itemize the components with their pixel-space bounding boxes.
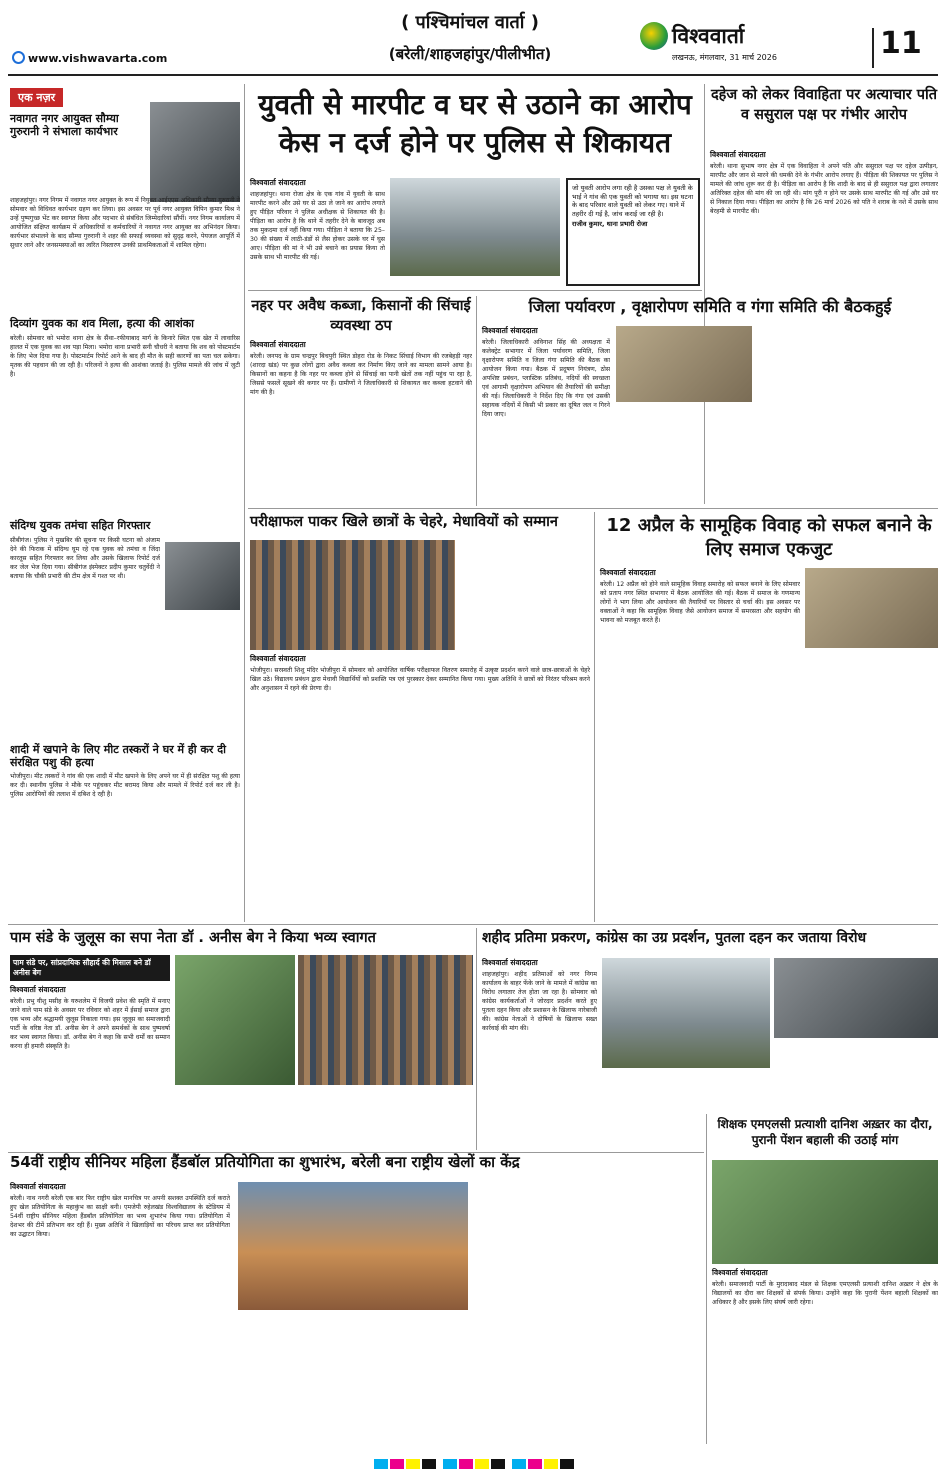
ek-nazar-tag: एक नज़र xyxy=(10,88,63,107)
canal-headline: नहर पर अवैध कब्जा, किसानों की सिंचाई व्यवस्था ठप xyxy=(251,298,471,335)
lead-photo xyxy=(390,178,560,276)
danish-byline: विश्ववार्ता संवाददाता xyxy=(712,1268,768,1277)
page-number-divider xyxy=(872,28,874,68)
pam-rule xyxy=(476,928,477,1150)
pam-byline: विश्ववार्ता संवाददाता xyxy=(10,985,66,994)
dowry-headline: दहेज को लेकर विवाहिता पर अत्याचार पति व ससुराल पक्ष पर गंभीर आरोप xyxy=(710,87,938,123)
shaheed-byline: विश्ववार्ता संवाददाता xyxy=(482,958,538,967)
pam-body-bottom xyxy=(175,1090,473,1150)
masthead-rule xyxy=(8,74,938,76)
dowry-article xyxy=(710,150,938,302)
brief-2-headline: संदिग्ध युवक तमंचा सहित गिरफ्तार xyxy=(10,519,151,532)
arrest-photo xyxy=(165,542,240,610)
marriage-article xyxy=(600,568,938,720)
mid-rule-1 xyxy=(248,508,938,509)
pam-kicker-box xyxy=(10,955,170,981)
env-body-right xyxy=(758,326,938,496)
danish-photo xyxy=(712,1160,938,1264)
marriage-body: बरेली। 12 अप्रैल को होने वाले सामूहिक विवाह समारोह को सफल बनाने के लिए सोमवार को प्रताप नगर स्थित सभागार में बैठक आयोजित की गई। बैठक में समाज के गणमान्य लोगों ने भाग लिया और आयोजन की तैयारियों पर विस्तार से चर्चा की। इस अवसर पर वक्ताओं ने कहा कि सामूहिक विवाह जैसे आयोजन समाज में समरसता और सहयोग की भावना को मजबूत करते हैं। xyxy=(600,581,800,624)
marriage-byline: विश्ववार्ता संवाददाता xyxy=(600,568,656,577)
masthead xyxy=(0,0,945,72)
exam-byline: विश्ववार्ता संवाददाता xyxy=(250,654,306,663)
brief-3 xyxy=(10,744,240,922)
pam-kicker: पाम संडे पर, सांप्रदायिक सौहार्द की मिसाल बने डॉ अनीस बेग xyxy=(13,958,151,977)
danish-headline: शिक्षक एमएलसी प्रत्याशी दानिश अख़्तर का दौरा, पुरानी पेंशन बहाली की उठाई मांग xyxy=(717,1117,933,1148)
canal-rule xyxy=(476,296,477,506)
handball-headline: 54वीं राष्ट्रीय सीनियर महिला हैंडबॉल प्रतियोगिता का शुभारंभ, बरेली बना राष्ट्रीय खेलों का केंद्र xyxy=(10,1153,520,1171)
dowry-body: बरेली। थाना सुभाष नगर क्षेत्र में एक विवाहिता ने अपने पति और ससुराल पक्ष पर दहेज उत्पीड़न, मारपीट और जान से मारने की धमकी देने के गंभीर आरोप लगाए हैं। पीड़िता की शिकायत पर पुलिस ने मामले की जांच शुरू कर दी है। पीड़िता का आरोप है कि शादी के बाद से ही ससुराल पक्ष द्वारा लगातार अतिरिक्त दहेज की मांग की जा रही थी। मांग पूरी न होने पर उसके साथ मारपीट की गई और उसे घर से निकाल दिया गया। पीड़िता का आरोप है कि 26 मार्च 2026 को पति ने शराब के नशे में उसके साथ बेरहमी से मारपीट की। xyxy=(710,163,938,215)
lead-quote: जो युवती आरोप लगा रही है उसका पक्ष ले युवती के भाई ने गांव की एक युवती को भगाया था। इस घटना के बाद परिवार वाले युवती को लेकर गए। थाने में तहरीर दी गई है, जांच कराई जा रही है। xyxy=(572,184,694,218)
danish-body: बरेली। समाजवादी पार्टी के मुरादाबाद मंडल से शिक्षक एमएलसी प्रत्याशी दानिश अख़्तर ने क्षेत्र के विद्यालयों का दौरा कर शिक्षकों से संपर्क किया। उन्होंने कहा कि पुरानी पेंशन बहाली शिक्षकों का अधिकार है और इसके लिए संघर्ष जारी रहेगा। xyxy=(712,1281,938,1306)
brief-2-body-more xyxy=(10,612,240,722)
lead-byline: विश्ववार्ता संवाददाता xyxy=(250,178,306,187)
left-col-rule xyxy=(244,84,245,922)
paper-name: विश्ववार्ता xyxy=(672,24,745,48)
brief-2 xyxy=(10,520,240,722)
lead-rule xyxy=(248,290,702,291)
brief-1-headline: दिव्यांग युवक का शव मिला, हत्या की आशंका xyxy=(10,317,195,330)
registration-colorbar xyxy=(150,1454,800,1473)
handball-photo xyxy=(238,1182,468,1310)
shaheed-article xyxy=(482,958,938,1130)
env-byline: विश्ववार्ता संवाददाता xyxy=(482,326,538,335)
env-headline: जिला पर्यावरण , वृक्षारोपण समिति व गंगा समिति की बैठकहुई xyxy=(528,297,892,316)
dateline: लखनऊ, मंगलवार, 31 मार्च 2026 xyxy=(672,53,777,62)
brief-1-body: बरेली। सोमवार को भमोरा थाना क्षेत्र के सैंथा–रफीयाबाद मार्ग के किनारे स्थित एक खेत में लावारिस हालत में एक युवक का शव पड़ा मिला। भमोरा थाना प्रभारी सनी चौधरी ने बताया कि शव को पोस्टमार्टम के लिए भेज दिया गया है। पोस्टमार्टम रिपोर्ट आने के बाद ही मौत के सही कारणों का पता चल सकेगा। मृतक की पहचान की जा रही है। परिजनों ने हत्या की आशंका जताई है। पुलिस मामले की जांच में जुटी है। xyxy=(10,334,240,378)
brief-1 xyxy=(10,318,240,494)
pam-photo-2 xyxy=(298,955,473,1085)
dowry-byline: विश्ववार्ता संवाददाता xyxy=(710,150,766,159)
pam-article xyxy=(10,985,170,1157)
canal-body: बरेली। जनपद के ग्राम चन्द्रपुर बिचपुरी स्थित डोहरा रोड के निकट सिंचाई विभाग की रजबेहड़ी नहर (शारदा खंड) पर कुछ लोगों द्वारा अवैध कब्जा कर निर्माण किए जाने का मामला सामने आया है। किसानों का कहना है कि नहर पर कब्जा होने से सिंचाई का पानी खेतों तक नहीं पहुंच पा रहा है, जिससे फसलें सूखने की कगार पर हैं। ग्रामीणों ने जिलाधिकारी से शिकायत कर कब्जा हटवाने की मांग की है। xyxy=(250,353,472,396)
shaheed-photo-2 xyxy=(774,958,938,1038)
page-number: 11 xyxy=(880,26,922,61)
exam-article xyxy=(250,654,590,776)
env-body: बरेली। जिलाधिकारी अविनाश सिंह की अध्यक्षता में कलेक्ट्रेट सभागार में जिला पर्यावरण समिति, जिला वृक्षारोपण समिति व जिला गंगा समिति की बैठक का आयोजन किया गया। बैठक में प्रदूषण नियंत्रण, ठोस अपशिष्ट प्रबंधन, प्लास्टिक प्रतिबंध, नदियों की स्वच्छता एवं आगामी वृक्षारोपण अभियान की तैयारियों की समीक्षा की गई। जिलाधिकारी ने निर्देश दिए कि गंगा एवं उसकी सहायक नदियों में किसी भी प्रकार का दूषित जल न गिरने दिया जाए। xyxy=(482,339,610,418)
canal-byline: विश्ववार्ता संवाददाता xyxy=(250,340,306,349)
lead-quote-by: राजीव कुमार, थाना प्रभारी रोजा xyxy=(572,220,648,228)
mid-rule-2 xyxy=(8,924,938,925)
shaheed-body: शाहजहांपुर। शहीद प्रतिमाओं को नगर निगम कार्यालय के बाहर फेंके जाने के मामले में कांग्रेस का विरोध लगातार तेज होता जा रहा है। सोमवार को कांग्रेस कार्यकर्ताओं ने जोरदार प्रदर्शन करते हुए पुतला दहन किया और प्रशासन के खिलाफ नारेबाजी की। कांग्रेस नेताओं ने दोषियों के खिलाफ सख्त कार्रवाई की मांग की। xyxy=(482,971,597,1032)
exam-rule xyxy=(594,512,595,922)
ek-nazar-body: शाहजहांपुर। नगर निगम में नवागत नगर आयुक्त के रूप में नियुक्त आईएएस अधिकारी सौम्या गुरुरानी ने सोमवार को विधिवत कार्यभार ग्रहण कर लिया। इस अवसर पर पूर्व नगर आयुक्त विपिन कुमार मिश्र ने उन्हें पुष्पगुच्छ भेंट कर स्वागत किया और पदभार से संबंधित जिम्मेदारियां सौंपीं। नगर निगम कार्यालय में आयोजित संक्षिप्त कार्यक्रम में अधिकारियों व कर्मचारियों ने नवागत नगर आयुक्त का अभिनंदन किया। कार्यभार संभालने के बाद सौम्या गुरुरानी ने शहर की सफाई व्यवस्था को सुदृढ़ करने, पेयजल आपूर्ति में सुधार लाने और जनसमस्याओं का त्वरित निस्तारण उनकी प्राथमिकताओं में शामिल रहेगा। xyxy=(10,197,240,249)
region-label: (बरेली/शाहजहांपुर/पीलीभीत) xyxy=(388,45,552,63)
env-article xyxy=(482,326,938,506)
pam-body: बरेली। प्रभु यीशु मसीह के यरुशलेम में विजयी प्रवेश की स्मृति में मनाए जाने वाले पाम संडे के अवसर पर रविवार को शहर में ईसाई समाज द्वारा एक भव्य और श्रद्धामयी जुलूस निकाला गया। इस जुलूस का समाजवादी पार्टी के वरिष्ठ नेता डॉ. अनीस बेग ने अपने समर्थकों के साथ पुष्पवर्षा कर भव्य स्वागत किया। डॉ. अनीस बेग ने कहा कि सभी धर्मों का सम्मान करना ही हमारी संस्कृति है। xyxy=(10,998,170,1050)
shaheed-headline: शहीद प्रतिमा प्रकरण, कांग्रेस का उग्र प्रदर्शन, पुतला दहन कर जताया विरोध xyxy=(482,930,867,946)
exam-headline: परीक्षाफल पाकर खिले छात्रों के चेहरे, मेधावियों को सम्मान xyxy=(250,514,558,530)
lead-article xyxy=(250,178,700,286)
exam-body: भोजीपुरा। सरस्वती शिशु मंदिर भोजीपुरा में सोमवार को आयोजित वार्षिक परीक्षाफल वितरण समारोह में उत्कृष्ट प्रदर्शन करने वाले छात्र-छात्राओं के चेहरे खिल उठे। विद्यालय प्रबंधन द्वारा मेधावी विद्यार्थियों को प्रशस्ति पत्र एवं पुरस्कार देकर सम्मानित किया गया। मुख्य अतिथि ने छात्रों को निरंतर परिश्रम करने और अनुशासन में रहने की प्रेरणा दी। xyxy=(250,667,590,692)
env-photo xyxy=(616,326,752,402)
brief-3-body: भोजीपुरा। मीट तस्करों ने गांव की एक शादी में मीट खपाने के लिए अपने घर में ही संरक्षित पशु की हत्या कर दी। स्थानीय पुलिस ने मौके पर पहुंचकर मीट बरामद किया और मामले में रिपोर्ट दर्ज कर ली है। पुलिस आरोपियों की तलाश में दबिश दे रही है। xyxy=(10,773,240,799)
danish-rule xyxy=(706,1114,707,1444)
marriage-photo xyxy=(805,568,938,648)
danish-article xyxy=(712,1268,938,1435)
lead-quote-box xyxy=(566,178,700,286)
logo-icon xyxy=(640,22,668,50)
ie-icon xyxy=(12,51,25,64)
brief-2-body: सीबीगंज। पुलिस ने मुखबिर की सूचना पर किसी घटना को अंजाम देने की फिराक में संदिग्ध घूम रहे एक युवक को तमंचा व जिंदा कारतूस सहित गिरफ्तार कर लिया और उसके खिलाफ रिपोर्ट दर्ज कर जेल भेज दिया गया। सीबीगंज इंस्पेक्टर प्रदीप कुमार चतुर्वेदी ने बताया कि चौकी प्रभारी की टीम क्षेत्र में गश्त पर थी। xyxy=(10,536,160,580)
handball-byline: विश्ववार्ता संवाददाता xyxy=(10,1182,66,1191)
lead-headline: युवती से मारपीट व घर से उठाने का आरोप केस न दर्ज होने पर पुलिस से शिकायत xyxy=(258,88,692,159)
handball-body: बरेली। नाथ नगरी बरेली एक बार फिर राष्ट्रीय खेल मानचित्र पर अपनी सशक्त उपस्थिति दर्ज कराते हुए खेल प्रतियोगिता के महाकुंभ का साक्षी बनी। एमजेपी रुहेलखंड विश्वविद्यालय के स्टेडियम में 54वीं राष्ट्रीय सीनियर महिला हैंडबॉल प्रतियोगिता का भव्य शुभारंभ किया गया। प्रतियोगिता में देशभर की टीमें प्रतिभाग कर रही हैं। मुख्य अतिथि ने खिलाड़ियों का परिचय प्राप्त कर प्रतियोगिता का उद्घाटन किया। xyxy=(10,1195,230,1238)
exam-photo xyxy=(250,540,455,650)
marriage-headline: 12 अप्रैल के सामूहिक विवाह को सफल बनाने के लिए समाज एकजुट xyxy=(606,515,932,561)
website[interactable]: www.vishwavarta.com xyxy=(28,52,168,65)
canal-article xyxy=(250,340,472,502)
handball-body-right xyxy=(474,1182,704,1432)
brief-3-headline: शादी में खपाने के लिए मीट तस्करों ने घर में ही कर दी संरक्षित पशु की हत्या xyxy=(10,743,226,769)
pam-photo-1 xyxy=(175,955,295,1085)
shaheed-photo-1 xyxy=(602,958,770,1068)
pam-headline: पाम संडे के जुलूस का सपा नेता डॉ . अनीस बेग ने किया भव्य स्वागत xyxy=(10,930,376,946)
handball-article xyxy=(10,1182,704,1444)
edition-label: ( पश्चिमांचल वार्ता ) xyxy=(401,12,539,33)
ek-nazar-headline: नवागत नगर आयुक्त सौम्या गुरुरानी ने संभाला कार्यभार xyxy=(10,112,119,138)
officer-photo xyxy=(150,102,240,202)
lead-body: शाहजहांपुर। थाना रोजा क्षेत्र के एक गांव में युवती के साथ मारपीट करने और उसे घर से उठा ले जाने का आरोप लगाते हुए पीड़ित परिवार ने पुलिस अधीक्षक से शिकायत की है। पीड़िता का आरोप है कि थाने में तहरीर देने के बावजूद अब तक मुकदमा दर्ज नहीं किया गया। पीड़िता ने बताया कि 25–30 की संख्या में लाठी-डंडों से लैस होकर उसके घर में घुस आए। पीड़िता की मां ने भी उसे बचाने का प्रयास किया तो उसके साथ भी मारपीट की गई। xyxy=(250,191,385,261)
